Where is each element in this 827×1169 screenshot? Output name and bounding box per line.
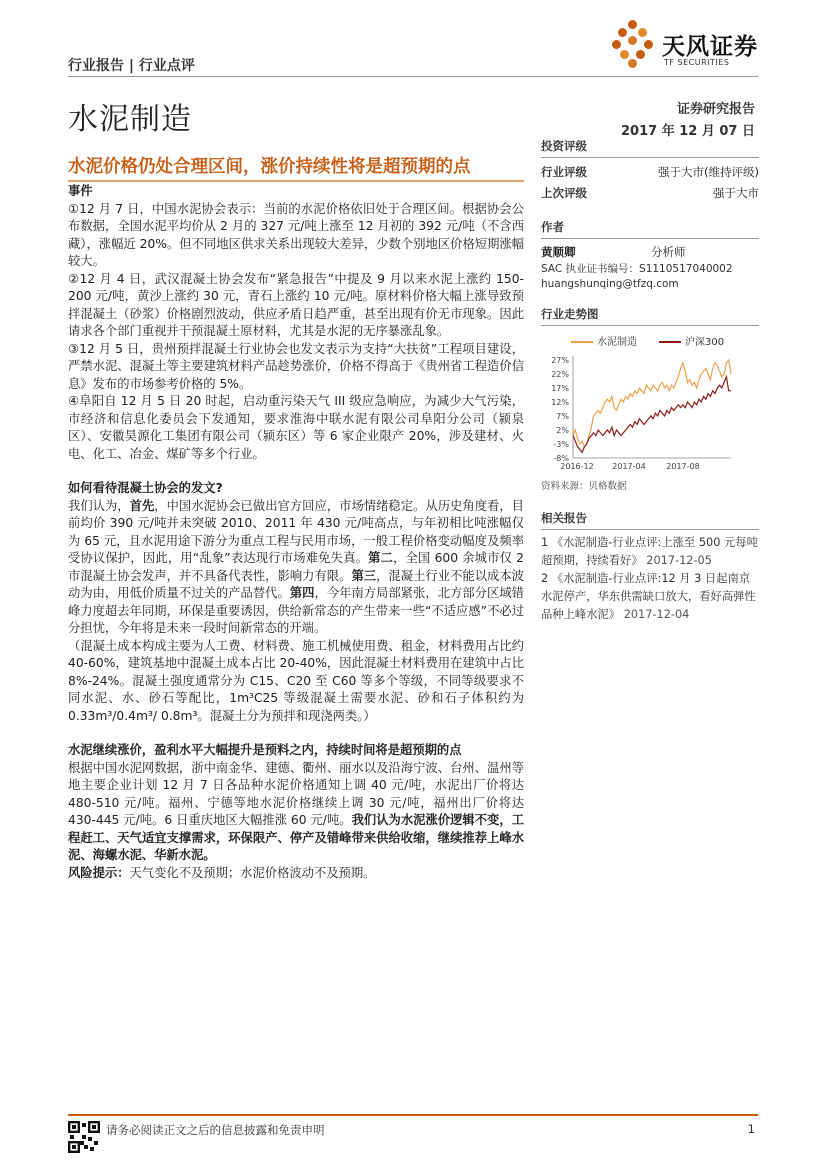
author-role: 分析师 bbox=[651, 245, 686, 259]
header-divider bbox=[68, 76, 758, 77]
price-section-title: 水泥继续涨价，盈利水平大幅提升是预料之内，持续时间将是超预期的点 bbox=[68, 743, 462, 757]
event-paragraph-2: ②12 月 4 日，武汉混凝土协会发布“紧急报告”中提及 9 月以来水泥上涨约 150-200 元/吨，黄沙上涨约 30 元，青石上涨约 10 元/吨。原材料价格大幅上涨导致预拌混凝土（砂浆）价格剧烈波动，供应矛盾日趋严重，甚至出现有价无市现象。因此请求各个部门重视并干预混凝土原材料，尤其是水泥的无序暴涨乱象。 bbox=[68, 271, 524, 338]
event-paragraph-4: ④阜阳自 12 月 5 日 20 时起，启动重污染天气 III 级应急响应，为减少大气污染，市经济和信息化委员会下发通知，要求淮海中联水泥有限公司阜阳分公司（颍泉区）、安徽昊源化工集团有限公司（颍东区）等 6 家企业限产 20%，涉及建材、火电、化工、冶金、煤矿等多个行业。 bbox=[68, 394, 524, 461]
x-tick-label: 2017-04 bbox=[612, 462, 646, 471]
event-paragraph-1: ①12 月 7 日，中国水泥协会表示：当前的水泥价格依旧处于合理区间。根据协会公布数据，全国水泥平均价从 2 月的 327 元/吨上涨至 12 月初的 392 元/吨（不含西藏），涨幅近 20%。但不同地区供求关系出现较大差异，少数个别地区价格短期涨幅较大。 bbox=[68, 201, 524, 268]
headline: 水泥价格仍处合理区间，涨价持续性将是超预期的点 bbox=[68, 157, 471, 177]
last-rating-value: 强于大市 bbox=[713, 186, 759, 200]
sidebar bbox=[541, 138, 759, 624]
y-tick-label: 7% bbox=[556, 412, 569, 421]
company-logo bbox=[610, 18, 760, 74]
event-section-title: 事件 bbox=[68, 184, 93, 198]
y-tick-label: 22% bbox=[551, 370, 569, 379]
question-paragraph-1: 我们认为，首先，中国水泥协会已做出官方回应，市场情绪稳定。从历史角度看，目前均价 390 元/吨并未突破 2010、2011 年 430 元/吨高点，与年初相比吨涨幅仅为 65 元，且水泥用途下游分为重点工程与民用市场，一般工程价格变动幅度及频率受协议保护，因此，用“乱象”表达现行市场难免失真。第二，全国 600 余城市仅 2 市混凝土协会发声，并不具备代表性，影响力有限。第三，混凝土行业不能以成本波动为由，用低价质量不过关的产品替代。第四，今年南方局部紧张，北方部分区域错峰力度超去年同期，环保是重要诱因，供给新常态的产生带来一些“不适应感”不必过分担忧，今年将是未来一段时间新常态的开端。 bbox=[68, 498, 524, 635]
qr-code-icon bbox=[68, 1121, 100, 1153]
related-report-1[interactable]: 1 《水泥制造-行业点评:上涨至 500 元每吨超预期，持续看好》 2017-12-05 bbox=[541, 536, 758, 567]
legend-label: 水泥制造 bbox=[597, 337, 637, 348]
question-section-title: 如何看待混凝土协会的发文? bbox=[68, 481, 223, 495]
report-type: 行业报告 | 行业点评 bbox=[68, 58, 195, 74]
y-tick-label: -8% bbox=[553, 454, 569, 463]
author-row bbox=[541, 243, 759, 262]
page-number: 1 bbox=[747, 1122, 755, 1136]
trend-section-title: 行业走势图 bbox=[541, 306, 759, 326]
trend-chart-svg bbox=[541, 330, 759, 476]
author-name: 黄顺卿 bbox=[541, 245, 576, 259]
event-paragraph-3: ③12 月 5 日，贵州预拌混凝土行业协会也发文表示为支持“大扶贫”工程项目建设，严禁水泥、混凝土等主要建筑材料产品趁势涨价，价格不得高于《贵州省工程造价信息》发布的市场参考价格的 5%。 bbox=[68, 341, 524, 391]
author-email: huangshunqing@tfzq.com bbox=[541, 278, 679, 290]
y-tick-label: 2% bbox=[556, 426, 569, 435]
footer-divider bbox=[68, 1114, 758, 1116]
industry-rating-value: 强于大市(维持评级) bbox=[658, 165, 759, 179]
x-tick-label: 2017-08 bbox=[666, 462, 700, 471]
x-tick-label: 2016-12 bbox=[560, 462, 594, 471]
related-report-2[interactable]: 2 《水泥制造-行业点评:12 月 3 日起南京水泥停产，华东供需缺口放大，看好高弹性品种上峰水泥》 2017-12-04 bbox=[541, 572, 756, 621]
related-reports bbox=[541, 534, 759, 624]
main-body bbox=[68, 183, 524, 882]
chart-source: 资料来源：贝格数据 bbox=[541, 481, 627, 492]
logo-dots-icon bbox=[610, 18, 656, 68]
report-date: 2017 年 12 月 07 日 bbox=[621, 124, 755, 139]
author-section-title: 作者 bbox=[541, 219, 759, 239]
footer-disclaimer: 请务必阅读正文之后的信息披露和免责申明 bbox=[106, 1123, 325, 1137]
logo-english-name: TF SECURITIES bbox=[664, 58, 730, 67]
last-rating-row: 上次评级 强于大市 bbox=[541, 183, 759, 204]
y-tick-label: 12% bbox=[551, 398, 569, 407]
y-tick-label: -3% bbox=[553, 440, 569, 449]
y-tick-label: 27% bbox=[551, 356, 569, 365]
rating-section-title: 投资评级 bbox=[541, 138, 759, 158]
headline-divider bbox=[68, 180, 524, 182]
question-paragraph-2: （混凝土成本构成主要为人工费、材料费、施工机械使用费、租金，材料费用占比约 40-60%，建筑基地中混凝土成本占比 20-40%，因此混凝土材料费用在建筑中占比 8%-24%。混凝土强度通常分为 C15、C20 至 C60 等多个等级，不同等级要求不同水泥、水、砂石等配比，1m³C25 等级混凝土需要水泥、砂和石子体积约为 0.33m³/0.4m³/ 0.8m³。混凝土分为预拌和现浇两类。） bbox=[68, 638, 524, 723]
logo-chinese-name: 天风证券 bbox=[662, 34, 758, 60]
risk-paragraph: 风险提示：天气变化不及预期；水泥价格波动不及预期。 bbox=[68, 865, 376, 880]
related-section-title: 相关报告 bbox=[541, 510, 759, 530]
price-paragraph: 根据中国水泥网数据，浙中南金华、建德、衢州、丽水以及沿海宁波、台州、温州等地主要企业计划 12 月 7 日各品种水泥价格通知上调 40 元/吨，水泥出厂价将达 480-510 元/吨。福州、宁德等地水泥价格继续上调 30 元/吨，福州出厂价将达 430-445 元/吨。6 日重庆地区大幅推涨 60 元/吨。我们认为水泥涨价逻辑不变，工程赶工、天气适宜支撑需求，环保限产、停产及错峰带来供给收缩，继续推荐上峰水泥、海螺水泥、华新水泥。 bbox=[68, 760, 524, 862]
industry-rating-row: 行业评级 强于大市(维持评级) bbox=[541, 162, 759, 183]
report-class: 证券研究报告 bbox=[676, 102, 755, 117]
y-tick-label: 17% bbox=[551, 384, 569, 393]
industry-title: 水泥制造 bbox=[68, 102, 192, 137]
author-certificate: SAC 执业证书编号：S1110517040002 bbox=[541, 263, 733, 275]
legend-label: 沪深300 bbox=[685, 337, 725, 348]
industry-trend-chart bbox=[541, 330, 759, 476]
